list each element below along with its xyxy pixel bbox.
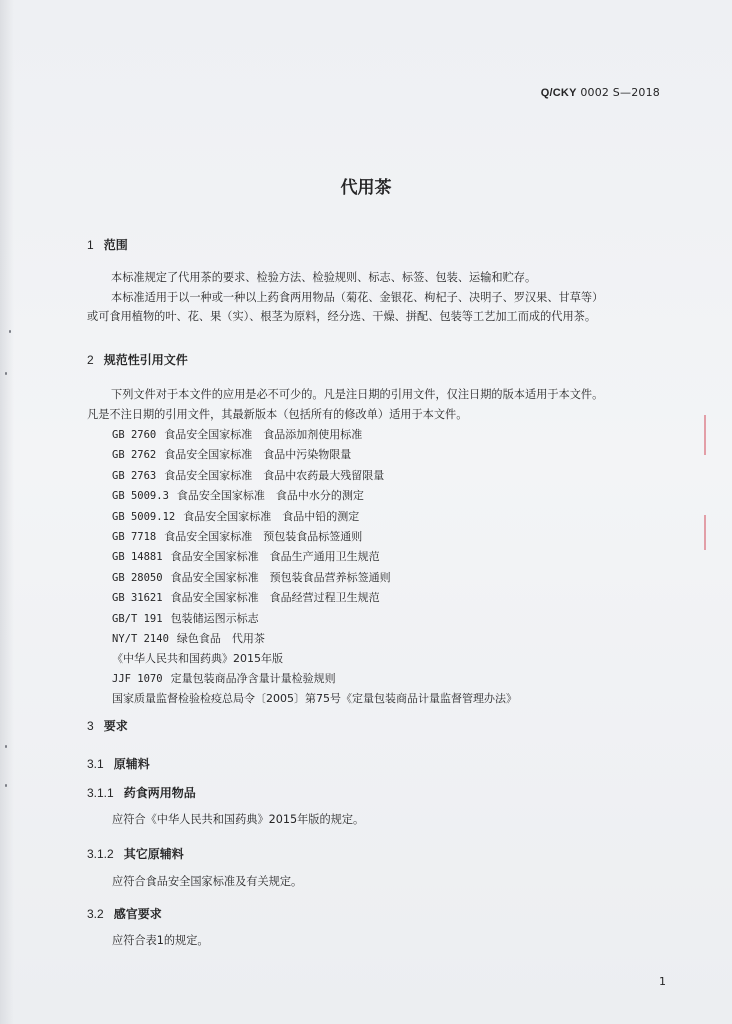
reference-title: 食品安全国家标准 食品中农药最大残留限量 [164,468,385,482]
reference-item [112,609,517,629]
scan-speck [9,330,11,333]
document-title: 代用茶 [340,178,392,198]
reference-title: 食品安全国家标准 食品中污染物限量 [164,448,352,462]
reference-code: GB 2763 [112,469,157,482]
section-1-body [87,268,667,327]
section-title: 其它原辅料 [123,847,184,861]
reference-item [112,425,517,445]
reference-item [112,669,517,689]
section-number: 3.1.2 [87,847,114,861]
seal-edge-mark [704,515,732,550]
paragraph: 下列文件对于本文件的应用是必不可少的。凡是注日期的引用文件，仅注日期的版本适用于本文件。 [111,388,604,401]
section-3-1-1-body: 应符合《中华人民共和国药典》2015年版的规定。 [112,813,365,826]
section-number: 2 [87,353,94,367]
scan-speck [5,745,7,748]
reference-code: GB 14881 [112,551,163,564]
reference-code: GB 5009.3 [112,490,169,503]
section-2-heading [87,351,188,368]
scan-speck [5,784,7,787]
reference-title: 食品安全国家标准 食品中铅的测定 [183,509,360,523]
reference-code: GB/T 191 [112,612,163,625]
reference-title: 食品安全国家标准 食品经营过程卫生规范 [170,591,380,605]
reference-title: 食品安全国家标准 食品生产通用卫生规范 [170,550,380,564]
reference-item [112,445,517,465]
page-number: 1 [659,975,666,988]
section-title: 感官要求 [113,907,162,921]
section-1-heading [87,236,128,253]
section-number: 1 [87,238,94,252]
section-title: 范围 [103,238,128,252]
reference-code: GB 2762 [112,449,157,462]
paragraph: 或可食用植物的叶、花、果（实）、根茎为原料，经分选、干燥、拼配、包装等工艺加工而成的代用茶。 [87,310,597,323]
reference-title: 食品安全国家标准 预包装食品标签通则 [164,530,363,544]
reference-title: 食品安全国家标准 预包装食品营养标签通则 [170,570,391,584]
reference-title: 绿色食品 代用茶 [176,632,265,646]
section-title: 药食两用物品 [123,786,196,800]
reference-item [112,649,517,668]
reference-title: 食品安全国家标准 食品中水分的测定 [176,489,364,503]
section-3-1-2-heading [87,845,184,862]
section-3-2-body: 应符合表1的规定。 [112,934,209,947]
paragraph: 本标准适用于以一种或一种以上药食两用物品（菊花、金银花、枸杞子、决明子、罗汉果、甘草等） [111,290,604,304]
reference-item [112,588,517,608]
reference-code: GB 5009.12 [112,510,176,523]
section-title: 原辅料 [113,757,150,771]
section-number: 3 [87,719,94,733]
reference-title: 定量包装商品净含量计量检验规则 [170,671,336,685]
paragraph: 凡是不注日期的引用文件，其最新版本（包括所有的修改单）适用于本文件。 [87,407,468,421]
section-3-1-2-body: 应符合食品安全国家标准及有关规定。 [112,875,303,888]
reference-title: 包装储运图示标志 [170,611,259,625]
reference-title: 《中华人民共和国药典》2015年版 [112,652,283,666]
section-3-1-heading [87,755,150,772]
section-3-1-1-heading [87,784,196,801]
document-code-prefix: Q/CKY [540,87,577,99]
paragraph: 本标准规定了代用茶的要求、检验方法、检验规则、标志、标签、包装、运输和贮存。 [111,271,537,284]
section-3-heading [87,717,128,734]
section-number: 3.1 [87,757,104,771]
reference-title: 食品安全国家标准 食品添加剂使用标准 [164,428,363,441]
reference-code: GB 28050 [112,571,163,584]
reference-code: JJF 1070 [112,672,163,685]
document-code-suffix: 0002 S—2018 [576,86,660,99]
reference-code: GB 2760 [112,429,157,441]
reference-item [112,629,517,649]
reference-code: NY/T 2140 [112,633,169,646]
reference-item [112,689,517,708]
reference-item [112,568,517,588]
section-number: 3.2 [87,907,104,921]
reference-item [112,527,517,547]
reference-code: GB 31621 [112,592,163,605]
reference-list [112,425,517,709]
reference-item [112,547,517,567]
reference-title: 国家质量监督检验检疫总局令〔2005〕第75号《定量包装商品计量监督管理办法》 [112,692,517,706]
section-title: 规范性引用文件 [103,353,188,367]
scan-speck [5,372,7,375]
reference-item [112,466,517,486]
reference-item [112,486,517,506]
section-title: 要求 [103,719,128,733]
seal-edge-mark [704,415,732,455]
reference-code: GB 7718 [112,531,157,544]
reference-item [112,507,517,527]
section-2-intro [87,385,667,424]
section-number: 3.1.1 [87,786,114,800]
document-code [541,86,660,99]
section-3-2-heading [87,905,162,922]
